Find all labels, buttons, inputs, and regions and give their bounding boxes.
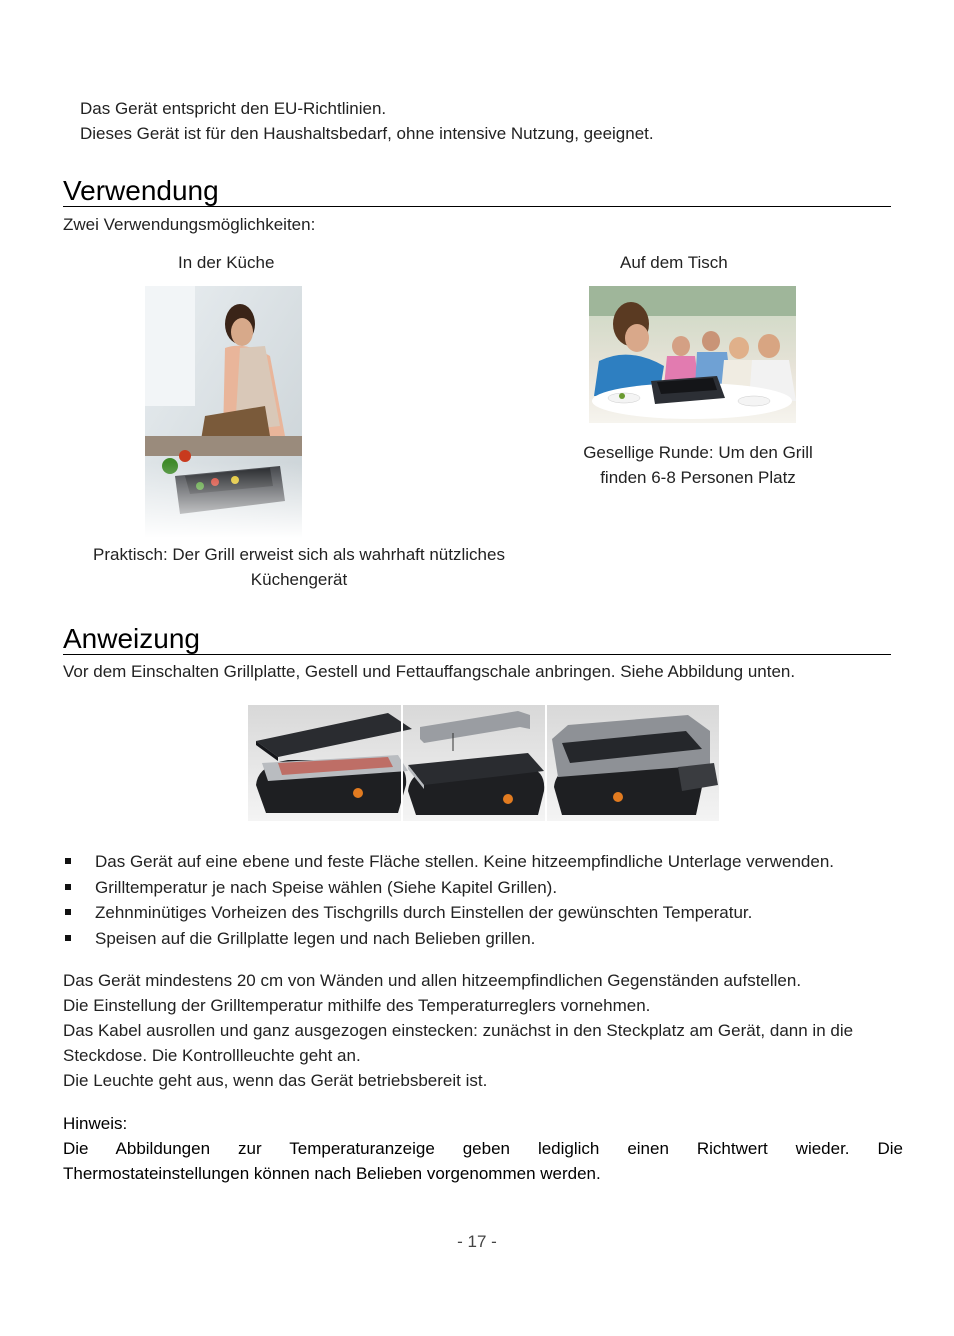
- paragraph-2: Die Einstellung der Grilltemperatur mithilfe des Temperaturreglers vornehmen.: [63, 996, 651, 1015]
- hinweis-label: Hinweis:: [63, 1114, 128, 1133]
- table-photo: [589, 286, 796, 423]
- assembly-illustration: [248, 705, 719, 821]
- kitchen-caption-2: Küchengerät: [250, 570, 348, 589]
- assembly-step-3: [552, 715, 718, 815]
- heading-anweizung: Anweizung: [63, 624, 891, 655]
- verwendung-subtitle: Zwei Verwendungsmöglichkeiten:: [63, 215, 316, 234]
- kitchen-label: In der Küche: [178, 253, 275, 272]
- bullet-square-icon: [65, 935, 71, 941]
- list-item-text: Das Gerät auf eine ebene und feste Fläche stellen. Keine hitzeempfindliche Unterlage verwenden.: [95, 852, 835, 871]
- page-number: - 17 -: [457, 1232, 497, 1251]
- hinweis-line-2: Thermostateinstellungen können nach Belieben vorgenommen werden.: [63, 1164, 601, 1183]
- list-item: [63, 926, 834, 952]
- hinweis-line-1: Die Abbildungen zur Temperaturanzeige geben lediglich einen Richtwert wieder. Die: [63, 1139, 903, 1158]
- intro-line-2: Dieses Gerät ist für den Haushaltsbedarf, ohne intensive Nutzung, geeignet.: [80, 124, 654, 143]
- paragraph-1: Das Gerät mindestens 20 cm von Wänden und allen hitzeempfindlichen Gegenständen aufstellen.: [63, 971, 802, 990]
- list-item-text: Grilltemperatur je nach Speise wählen (Siehe Kapitel Grillen).: [95, 877, 558, 897]
- kitchen-caption-1: Praktisch: Der Grill erweist sich als wahrhaft nützliches: [93, 545, 505, 564]
- paragraph-3a: Das Kabel ausrollen und ganz ausgezogen einstecken: zunächst in den Steckplatz am Gerät, dann in die: [63, 1021, 854, 1040]
- intro-line-1: Das Gerät entspricht den EU-Richtlinien.: [80, 99, 387, 118]
- bullet-square-icon: [65, 884, 71, 890]
- heading-verwendung: Verwendung: [63, 176, 891, 207]
- table-caption-2: finden 6-8 Personen Platz: [600, 468, 796, 487]
- table-label: Auf dem Tisch: [620, 253, 728, 272]
- bullet-square-icon: [65, 909, 71, 915]
- paragraph-4: Die Leuchte geht aus, wenn das Gerät betriebsbereit ist.: [63, 1071, 488, 1090]
- anweizung-subtitle: Vor dem Einschalten Grillplatte, Gestell und Fettauffangschale anbringen. Siehe Abbildung unten.: [63, 662, 796, 681]
- table-caption-1: Gesellige Runde: Um den Grill: [583, 443, 813, 462]
- list-item: [63, 875, 834, 901]
- assembly-step-2: [408, 711, 544, 815]
- paragraph-3b: Steckdose. Die Kontrollleuchte geht an.: [63, 1046, 361, 1065]
- list-item-text: Zehnminütiges Vorheizen des Tischgrills durch Einstellen der gewünschten Temperatur.: [95, 903, 753, 922]
- list-item: [63, 900, 834, 926]
- kitchen-photo: [145, 286, 302, 538]
- list-item: [63, 849, 834, 875]
- list-item-text: Speisen auf die Grillplatte legen und nach Belieben grillen.: [95, 928, 536, 948]
- instruction-list: [63, 849, 834, 951]
- bullet-square-icon: [65, 858, 71, 864]
